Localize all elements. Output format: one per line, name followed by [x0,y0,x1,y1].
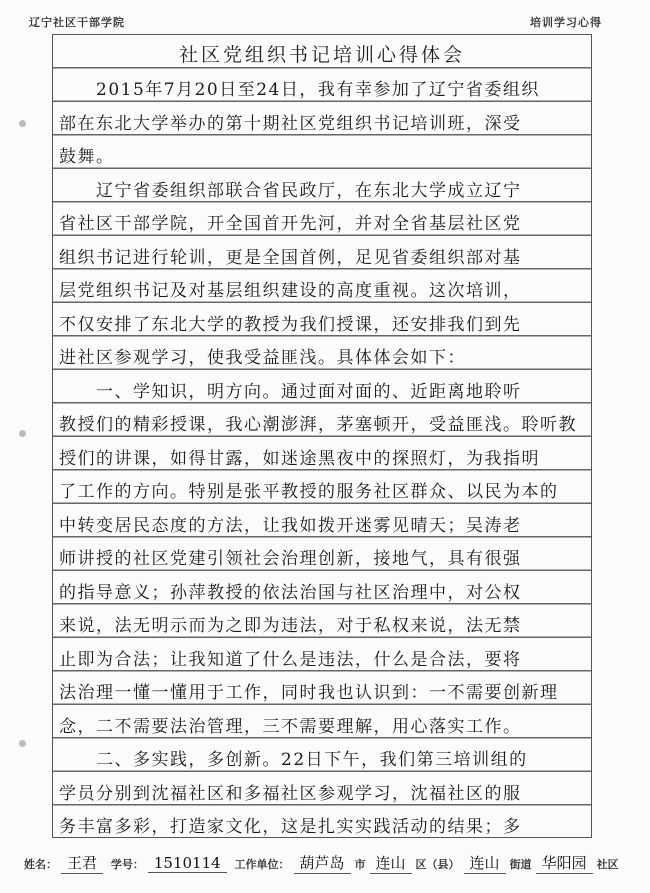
name-label: 姓名： [24,858,57,871]
essay-line: 教授们的精彩授课，我心潮澎湃，茅塞顿开，受益匪浅。聆听教 [59,415,577,435]
essay-line: 止即为合法；让我知道了什么是违法，什么是合法，要将 [59,649,522,670]
punch-hole [19,740,26,747]
essay-line: 念，二不需要法治管理，三不需要理解，用心落实工作。 [59,716,522,737]
student-id-label: 学号： [110,858,144,871]
punch-hole [19,430,26,437]
essay-line: 师讲授的社区党建引领社会治理创新，接地气，具有很强 [59,549,522,569]
lined-paper [52,34,592,838]
essay-line: 授们的讲课，如得甘露，如迷途黑夜中的探照灯，为我指明 [59,448,540,469]
district-suffix: 区（县） [415,858,460,871]
student-id-value: 1510114 [148,854,227,873]
street-suffix: 街道 [509,858,532,871]
work-unit-label: 工作单位： [234,858,290,871]
essay-line: 中转变居民态度的方法，让我如拨开迷雾见晴天；吴涛老 [59,515,522,536]
community-value: 华阳园 [536,852,593,874]
city-value: 葫芦岛 [294,852,351,874]
essay-line: 的指导意义；孙萍教授的依法治国与社区治理中，对公权 [59,582,522,603]
essay-line: 省社区干部学院，开全国首开先河，并对全省基层社区党 [59,214,522,234]
essay-line: 不仅安排了东北大学的教授为我们授课，还安排我们到先 [59,314,522,335]
institution-header: 辽宁社区干部学院 [29,16,125,29]
essay-line: 进社区参观学习，使我受益匪浅。具体体会如下： [59,348,466,368]
essay-line: 务丰富多彩，打造家文化，这是扎实实践活动的结果；多 [59,817,522,837]
essay-line: 来说，法无明示而为之即为违法，对于私权来说，法无禁 [59,616,522,636]
punch-hole [19,120,26,127]
community-suffix: 社区 [596,858,619,871]
essay-line: 组织书记进行轮训，更是全国首例，足见省委组织部对基 [59,247,522,268]
essay-line: 2015年7月20日至24日，我有幸参加了辽宁省委组织 [59,80,540,100]
essay-line: 部在东北大学举办的第十期社区党组织书记培训班，深受 [59,113,522,134]
essay-line: 鼓舞。 [59,147,115,167]
district-value: 连山 [370,852,412,874]
essay-line: 辽宁省委组织部联合省民政厅，在东北大学成立辽宁 [59,180,522,201]
document-type-header: 培训学习心得 [530,16,602,29]
essay-title: 社区党组织书记培训心得体会 [178,44,465,66]
essay-line: 二、多实践，多创新。22日下午，我们第三培训组的 [59,750,528,770]
name-value: 王君 [61,852,103,874]
essay-line: 学员分别到沈福社区和多福社区参观学习，沈福社区的服 [59,783,522,804]
street-value: 连山 [464,852,506,874]
city-suffix: 市 [354,858,366,871]
essay-line: 了工作的方向。特别是张平教授的服务社区群众、以民为本的 [59,482,559,502]
essay-line: 一、学知识，明方向。通过面对面的、近距离地聆听 [59,381,522,402]
essay-line: 法治理一懂一懂用于工作，同时我也认识到：一不需要创新理 [59,683,559,703]
essay-line: 层党组织书记及对基层组织建设的高度重视。这次培训， [59,281,522,301]
student-info-footer [24,852,619,874]
